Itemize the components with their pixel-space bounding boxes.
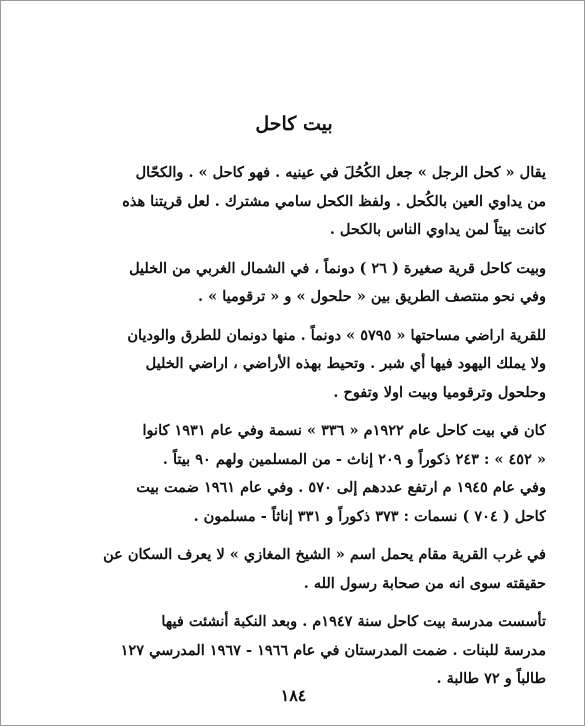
- text-line: يقال « كحل الرجل » جعل الكُحُلَ في عينيه . فهو كاحل » . والكحّال: [135, 164, 546, 181]
- paragraph-2: [42, 255, 546, 312]
- text-line: وفي نحو منتصف الطريق بين « حلحول » و « ترقوميا » .: [198, 288, 546, 305]
- text-line: في غرب القرية مقام يحمل اسم « الشيخ المغازي » لا يعرف السكان عن: [103, 546, 546, 563]
- page-number: ١٨٤: [280, 686, 307, 705]
- text-line: حقيقته سوى انه من صحابة رسول الله .: [303, 574, 546, 592]
- text-line: تأسست مدرسة بيت كاحل سنة ١٩٤٧م . وبعد النكبة أنشئت فيها: [161, 613, 546, 630]
- text-line: « ٤٥٢ » : ٢٤٣ ذكوراً و ٢٠٩ إناث - من المسلمين ولهم ٩٠ بيتاً .: [162, 450, 546, 468]
- text-line: ولا يملك اليهود فيها أي شبر . وتحيط بهذه الأراضي ، اراضي الخليل: [145, 355, 546, 372]
- text-line: كاحل ( ٧٠٤ ) نسمات : ٣٧٣ ذكوراً و ٣٣١ إناثاً - مسلمون .: [193, 507, 546, 525]
- text-line: كان في بيت كاحل عام ١٩٢٢م « ٣٣٦ » نسمة وفي عام ١٩٣١ كانوا: [142, 422, 546, 439]
- text-line: مدرسة للبنات . ضمت المدرستان في عام ١٩٦٦ - ١٩٦٧ المدرسي ١٢٧: [120, 641, 546, 659]
- paragraph-3: [42, 322, 546, 408]
- text-line: طالباً و ٧٢ طالبة .: [436, 670, 546, 687]
- paragraph-1: [42, 159, 546, 245]
- document-page: [42, 113, 546, 704]
- page-title: بيت كاحل: [255, 113, 333, 135]
- text-line: وحلحول وترقوميا وبيت اولا وتفوح .: [333, 383, 546, 401]
- paragraph-6: [42, 608, 546, 694]
- paragraph-4: [42, 417, 546, 531]
- text-line: للقرية اراضي مساحتها « ٥٧٩٥ » دونماً . منها دونمان للطرق والوديان: [127, 326, 546, 344]
- text-line: من يداوي العين بالكُحل . ولفظ الكحل سامي مشترك . لعل قريتنا هذه: [122, 192, 546, 210]
- text-line: كانت بيتاً لمن يداوي الناس بالكحل .: [329, 221, 546, 238]
- text-line: وفي عام ١٩٤٥ م ارتفع عددهم إلى ٥٧٠ . وفي عام ١٩٦١ ضمت بيت: [136, 479, 546, 496]
- text-line: وبيت كاحل قرية صغيرة ( ٢٦ ) دونماً ، في الشمال الغربي من الخليل: [129, 259, 546, 277]
- paragraph-5: [42, 541, 546, 598]
